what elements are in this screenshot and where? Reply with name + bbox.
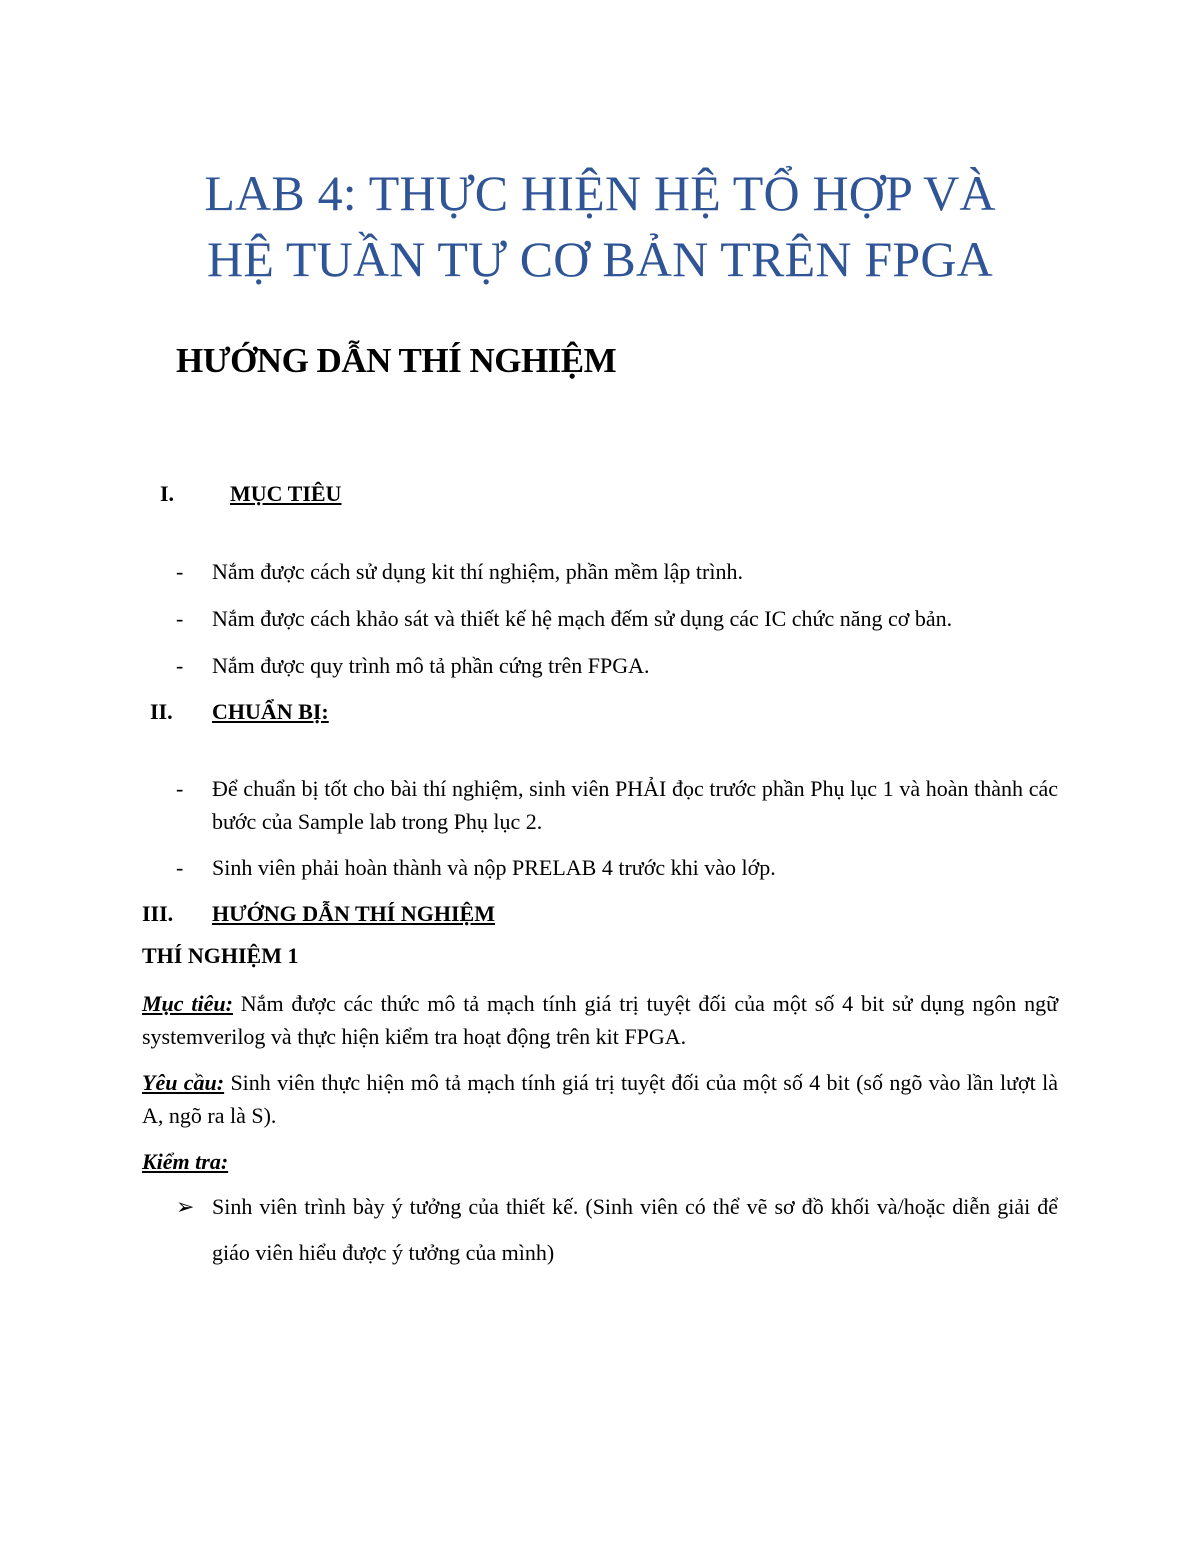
experiment-title: THÍ NGHIỆM 1 <box>142 943 299 968</box>
section-number: I. <box>160 481 175 506</box>
section-label: CHUẨN BỊ: <box>212 699 329 724</box>
dash-bullet: - <box>176 559 184 584</box>
dash-bullet: - <box>176 855 184 880</box>
section-label: HƯỚNG DẪN THÍ NGHIỆM <box>212 901 495 926</box>
goal-text: Nắm được các thức mô tả mạch tính giá trị tuyệt đối của một số 4 bit sử dụng ngôn ngữ systemverilog và thực hiện kiểm tra hoạt động trên kit FPGA. <box>142 991 1058 1049</box>
list-item <box>176 1184 1058 1276</box>
list-item-text: Sinh viên phải hoàn thành và nộp PRELAB 4 trước khi vào lớp. <box>212 855 776 880</box>
list-item-text: Nắm được quy trình mô tả phần cứng trên FPGA. <box>212 653 650 678</box>
experiment-goal <box>142 987 1058 1053</box>
dash-bullet: - <box>176 606 184 631</box>
title-line-1: LAB 4: THỰC HIỆN HỆ TỔ HỢP VÀ <box>204 165 996 221</box>
list-item-text: Nắm được cách khảo sát và thiết kế hệ mạch đếm sử dụng các IC chức năng cơ bản. <box>212 606 953 631</box>
requirement-text: Sinh viên thực hiện mô tả mạch tính giá trị tuyệt đối của một số 4 bit (số ngõ vào lần lượt là A, ngõ ra là S). <box>142 1070 1059 1128</box>
section-label: MỤC TIÊU <box>230 481 342 506</box>
section-number: II. <box>150 699 173 724</box>
title-line-2: HỆ TUẦN TỰ CƠ BẢN TRÊN FPGA <box>207 231 993 287</box>
list-item-text: Để chuẩn bị tốt cho bài thí nghiệm, sinh viên PHẢI đọc trước phần Phụ lục 1 và hoàn thành các bước của Sample lab trong Phụ lục 2. <box>212 776 1058 834</box>
arrow-bullet-icon: ➢ <box>176 1194 195 1219</box>
check-label: Kiểm tra: <box>142 1149 229 1174</box>
document-title <box>0 160 1200 292</box>
list-item-text: Nắm được cách sử dụng kit thí nghiệm, phần mềm lập trình. <box>212 559 743 584</box>
section-number: III. <box>142 901 174 926</box>
list-item <box>176 602 1058 635</box>
guide-heading: HƯỚNG DẪN THÍ NGHIỆM <box>176 341 617 380</box>
list-item <box>176 555 1058 588</box>
dash-bullet: - <box>176 776 184 801</box>
list-item <box>176 772 1058 838</box>
experiment-requirement <box>142 1066 1058 1132</box>
requirement-label: Yêu cầu: <box>142 1070 225 1095</box>
list-item <box>176 851 1058 884</box>
goal-label: Mục tiêu: <box>142 991 233 1016</box>
dash-bullet: - <box>176 653 184 678</box>
list-item <box>176 649 1058 682</box>
list-item-text: Sinh viên trình bày ý tưởng của thiết kế. (Sinh viên có thể vẽ sơ đồ khối và/hoặc diễn giải để giáo viên hiểu được ý tưởng của mình) <box>212 1194 1058 1265</box>
experiment-check <box>142 1145 1058 1178</box>
